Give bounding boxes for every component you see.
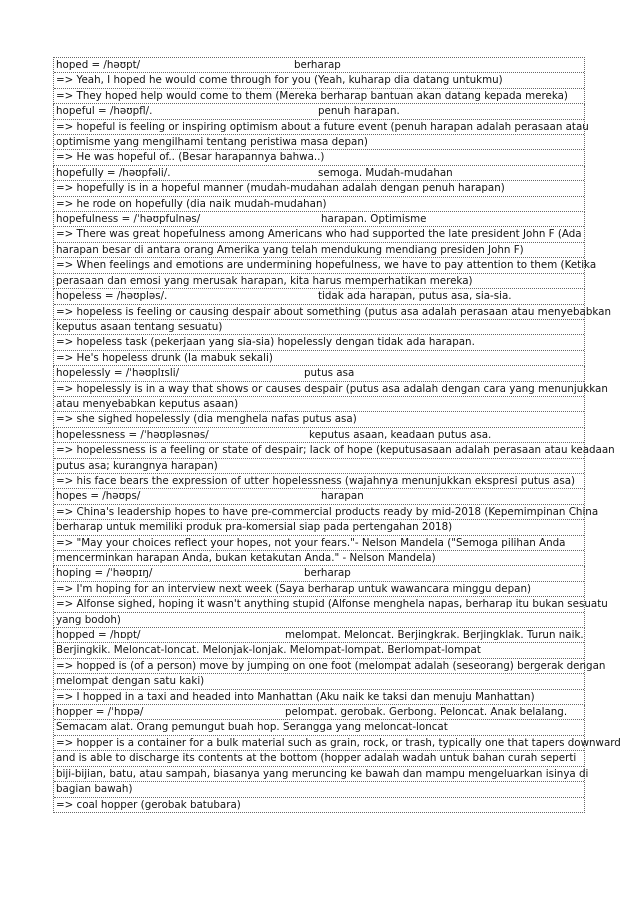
example-line: atau menyebabkan keputus asaan) — [54, 397, 584, 412]
meaning: berharap — [304, 567, 351, 580]
entry-hopper — [53, 705, 621, 813]
headword: hopeless = /həʊpləs/. — [56, 290, 168, 303]
entry-head — [54, 428, 584, 443]
headword: hoping = /ˈhəʊpɪŋ/ — [56, 567, 153, 580]
entry-head — [54, 104, 584, 119]
entry-hopped — [53, 628, 606, 705]
example-line: harapan besar di antara orang Amerika yang telah mendukung mendiang presiden John F) — [54, 243, 584, 258]
meaning: tidak ada harapan, putus asa, sia-sia. — [318, 290, 512, 303]
example-line: => his face bears the expression of utter hopelessness (wajahnya menunjukkan ekspresi putus asa) — [56, 474, 576, 487]
example-line: => I'm hoping for an interview next week (Saya berharap untuk wawancara minggu depan) — [54, 582, 584, 597]
example-line: => "May your choices reflect your hopes, not your fears."- Nelson Mandela ("Semoga pilihan Anda — [54, 536, 584, 551]
example-line: berharap untuk memiliki produk pra-komersial siap pada pertengahan 2018) — [54, 520, 584, 535]
meaning: semoga. Mudah-mudahan — [318, 166, 453, 179]
headword: hopefulness = /ˈhəʊpfulnəs/ — [56, 213, 201, 226]
entry-hopefully — [53, 166, 585, 212]
headword: hoped = /həʊpt/ — [56, 59, 141, 71]
headword: hopped = /hɒpt/ — [56, 629, 141, 642]
example-line: biji-bijian, batu, atau sampah, biasanya yang meruncing ke bawah dan mampu mengeluarkan isinya di — [54, 767, 584, 782]
example-line: bagian bawah) — [54, 782, 584, 797]
meaning: berharap — [294, 59, 341, 71]
headword: hopes = /həʊps/ — [56, 490, 141, 503]
example-line: => China's leadership hopes to have pre-commercial products ready by mid-2018 (Kepemimpinan China — [54, 505, 584, 520]
example-line: => hopeless task (pekerjaan yang sia-sia) hopelessly dengan tidak ada harapan. — [54, 335, 584, 350]
headword: hopper = /ˈhɒpə/ — [56, 706, 144, 719]
headword: hopefully = /həʊpfəli/. — [56, 166, 171, 179]
example-line: => Yeah, I hoped he would come through for you (Yeah, kuharap dia datang untukmu) — [54, 73, 584, 88]
example-line: => hopeless is feeling or causing despair about something (putus asa adalah perasaan atau menyebabkan — [54, 305, 584, 320]
entry-hoped — [53, 57, 585, 104]
example-line: putus asa; kurangnya harapan) — [54, 459, 584, 474]
example-line: => hopper is a container for a bulk material such as grain, rock, or trash, typically one that tapers downward — [54, 736, 584, 751]
meaning: putus asa — [304, 367, 355, 380]
headword: hopelessly = /ˈhəʊplɪsli/ — [56, 367, 180, 380]
entry-head — [54, 566, 584, 581]
example-line: => hopped is (of a person) move by jumping on one foot (melompat adalah (seseorang) bergerak dengan — [54, 659, 584, 674]
meaning: penuh harapan. — [318, 105, 400, 118]
meaning: pelompat. gerobak. Gerbong. Peloncat. Anak belalang. — [285, 706, 568, 719]
example-line: => He's hopeless drunk (Ia mabuk sekali) — [56, 351, 273, 364]
example-line: melompat dengan satu kaki) — [54, 674, 584, 689]
entry-head — [54, 366, 584, 381]
example-line: => hopelessness is a feeling or state of despair; lack of hope (keputusasaan adalah perasaan atau keadaan — [54, 443, 584, 458]
meaning: harapan — [321, 490, 364, 503]
example-line: Semacam alat. Orang pemungut buah hop. Serangga yang meloncat-loncat — [54, 720, 584, 735]
entry-head — [54, 212, 584, 227]
example-line: => He was hopeful of.. (Besar harapannya bahwa..) — [56, 151, 325, 164]
example-line: => she sighed hopelessly (dia menghela nafas putus asa) — [56, 413, 357, 426]
meaning: keputus asaan, keadaan putus asa. — [309, 428, 492, 441]
example-line: and is able to discharge its contents at the bottom (hopper adalah wadah untuk bahan curah seperti — [54, 751, 584, 766]
example-line: => They hoped help would come to them (Mereka berharap bantuan akan datang kepada mereka) — [56, 89, 568, 102]
example-line: Berjingkik. Meloncat-loncat. Melonjak-lonjak. Melompat-lompat. Berlompat-lompat — [54, 643, 584, 658]
entry-head — [54, 705, 584, 720]
entry-head — [54, 289, 584, 304]
entry-head — [54, 628, 584, 643]
example-line: => Alfonse sighed, hoping it wasn't anything stupid (Alfonse menghela napas, berharap itu bukan sesuatu — [54, 597, 584, 612]
example-line: mencerminkan harapan Anda, bukan ketakutan Anda." - Nelson Mandela) — [56, 552, 436, 564]
example-line: yang bodoh) — [56, 613, 121, 626]
example-line: optimisme yang mengilhami tentang peristiwa masa depan) — [54, 135, 584, 150]
example-line: => When feelings and emotions are undermining hopefulness, we have to pay attention to them (Ketika — [54, 258, 584, 273]
example-line: => hopelessly is in a way that shows or causes despair (putus asa adalah dengan cara yang menunjukkan — [54, 382, 584, 397]
entry-hopelessly — [53, 366, 608, 428]
vocabulary-list — [53, 57, 621, 813]
entry-hopeful — [53, 104, 589, 166]
example-line: => I hopped in a taxi and headed into Manhattan (Aku naik ke taksi dan menuju Manhattan) — [56, 690, 535, 703]
headword: hopelessness = /ˈhəʊpləsnəs/ — [56, 428, 209, 441]
entry-hopefulness — [53, 212, 597, 289]
entry-head — [54, 166, 584, 181]
entry-hopelessness — [53, 428, 615, 490]
meaning: melompat. Meloncat. Berjingkrak. Berjingklak. Turun naik. — [285, 629, 584, 642]
entry-hopeless — [53, 289, 611, 366]
entry-head — [54, 58, 584, 73]
example-line: => he rode on hopefully (dia naik mudah-mudahan) — [56, 197, 327, 210]
entry-hoping — [53, 566, 608, 628]
entry-hopes — [53, 489, 599, 566]
entry-head — [54, 489, 584, 504]
example-line: perasaan dan emosi yang merusak harapan, kita harus memperhatikan mereka) — [56, 274, 473, 287]
example-line: keputus asaan tentang sesuatu) — [54, 320, 584, 335]
meaning: harapan. Optimisme — [321, 213, 427, 226]
example-line: => hopefully is in a hopeful manner (mudah-mudahan adalah dengan penuh harapan) — [54, 181, 584, 196]
headword: hopeful = /həʊpfl/. — [56, 105, 153, 118]
example-line: => hopeful is feeling or inspiring optimism about a future event (penuh harapan adalah perasaan atau — [54, 120, 584, 135]
example-line: => coal hopper (gerobak batubara) — [56, 798, 241, 811]
example-line: => There was great hopefulness among Americans who had supported the late president John F (Ada — [54, 227, 584, 242]
